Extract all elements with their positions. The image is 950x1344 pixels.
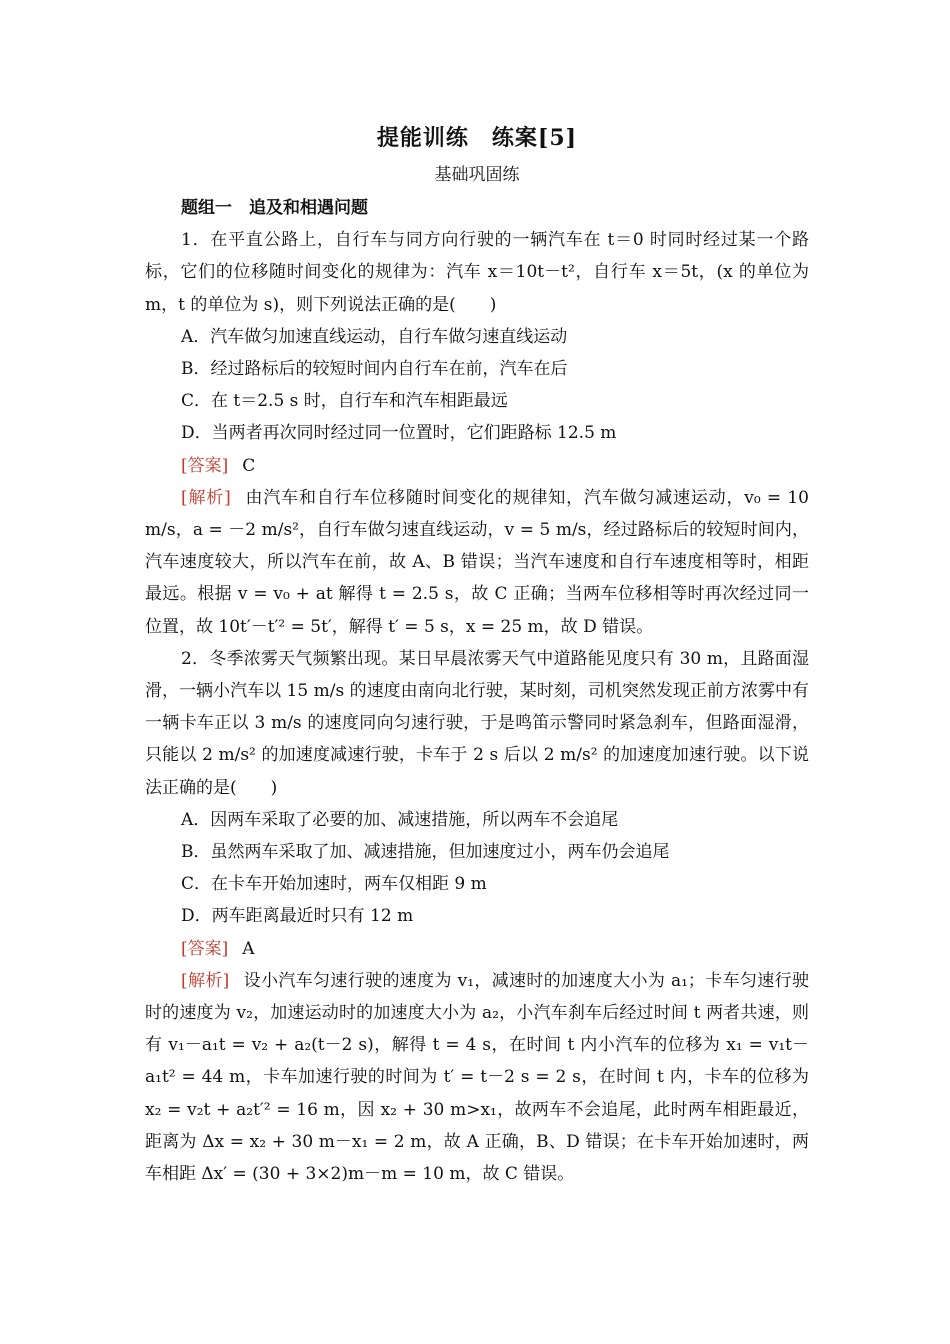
document-page (145, 118, 809, 1190)
question-2-explanation (145, 965, 809, 1190)
question-2-answer (145, 933, 809, 965)
question-1-option-c: C．在 t＝2.5 s 时，自行车和汽车相距最远 (181, 391, 508, 412)
explanation-label: [解析] (181, 970, 230, 991)
answer-value: C (242, 455, 256, 476)
explanation-text: 由汽车和自行车位移随时间变化的规律知，汽车做匀减速运动，v₀ = 10 m/s，a = －2 m/s²，自行车做匀速直线运动，v = 5 m/s，经过路标后的较短时间内，汽车速度较大，所以汽车在前，故 A、B 错误；当汽车速度和自行车速度相等时，相距最远。根据 v = v₀ + at 解得 t = 2.5 s，故 C 正确；当两车位移相等时再次经过同一位置，故 10t′－t′² = 5t′，解得 t′ = 5 s，x = 25 m，故 D 错误。 (145, 487, 809, 637)
question-2-stem: 2．冬季浓雾天气频繁出现。某日早晨浓雾天气中道路能见度只有 30 m，且路面湿滑，一辆小汽车以 15 m/s 的速度由南向北行驶，某时刻，司机突然发现正前方浓雾中有一辆卡车正以 3 m/s 的速度同向匀速行驶，于是鸣笛示警同时紧急刹车，但路面湿滑，只能以 2 m/s² 的加速度减速行驶，卡车于 2 s 后以 2 m/s² 的加速度加速行驶。以下说法正确的是( ) (145, 648, 809, 798)
answer-label: [答案] (181, 455, 229, 476)
answer-value: A (242, 938, 255, 959)
question-1-explanation (145, 482, 809, 643)
answer-label: [答案] (181, 938, 229, 959)
question-1-option-a: A．汽车做匀加速直线运动，自行车做匀速直线运动 (181, 326, 568, 347)
explanation-label: [解析] (181, 487, 231, 508)
explanation-text: 设小汽车匀速行驶的速度为 v₁，减速时的加速度大小为 a₁；卡车匀速行驶时的速度为 v₂，加速运动时的加速度大小为 a₂，小汽车刹车后经过时间 t 两者共速，则有 v₁－a₁t = v₂ + a₂(t－2 s)，解得 t = 4 s，在时间 t 内小汽车的位移为 x₁ = v₁t－a₁t² = 44 m，卡车加速行驶的时间为 t′ = t－2 s = 2 s，在时间 t 内，卡车的位移为 x₂ = v₂t + a₂t′² = 16 m，因 x₂ + 30 m>x₁，故两车不会追尾，此时两车相距最近，距离为 Δx = x₂ + 30 m－x₁ = 2 m，故 A 正确，B、D 错误；在卡车开始加速时，两车相距 Δx′ = (30 + 3×2)m－m = 10 m，故 C 错误。 (145, 970, 809, 1185)
question-1-option-d: D．当两者再次同时经过同一位置时，它们距路标 12.5 m (181, 423, 617, 444)
question-1-stem: 1．在平直公路上，自行车与同方向行驶的一辆汽车在 t＝0 时同时经过某一个路标，它们的位移随时间变化的规律为：汽车 x＝10t－t²，自行车 x＝5t，(x 的单位为 m，t 的单位为 s)，则下列说法正确的是( ) (145, 230, 809, 315)
question-2-option-b: B．虽然两车采取了加、减速措施，但加速度过小，两车仍会追尾 (181, 842, 670, 863)
question-1-answer (145, 450, 809, 482)
question-2-option-c: C．在卡车开始加速时，两车仅相距 9 m (181, 874, 487, 895)
question-2-option-d: D．两车距离最近时只有 12 m (181, 906, 414, 927)
question-1-option-b: B．经过路标后的较短时间内自行车在前，汽车在后 (181, 359, 568, 380)
page-title: 提能训练 练案[5] (376, 125, 578, 151)
question-2-option-a: A．因两车采取了必要的加、减速措施，所以两车不会追尾 (181, 809, 619, 830)
group-heading: 题组一 追及和相遇问题 (181, 198, 368, 218)
section-subtitle: 基础巩固练 (434, 165, 520, 185)
